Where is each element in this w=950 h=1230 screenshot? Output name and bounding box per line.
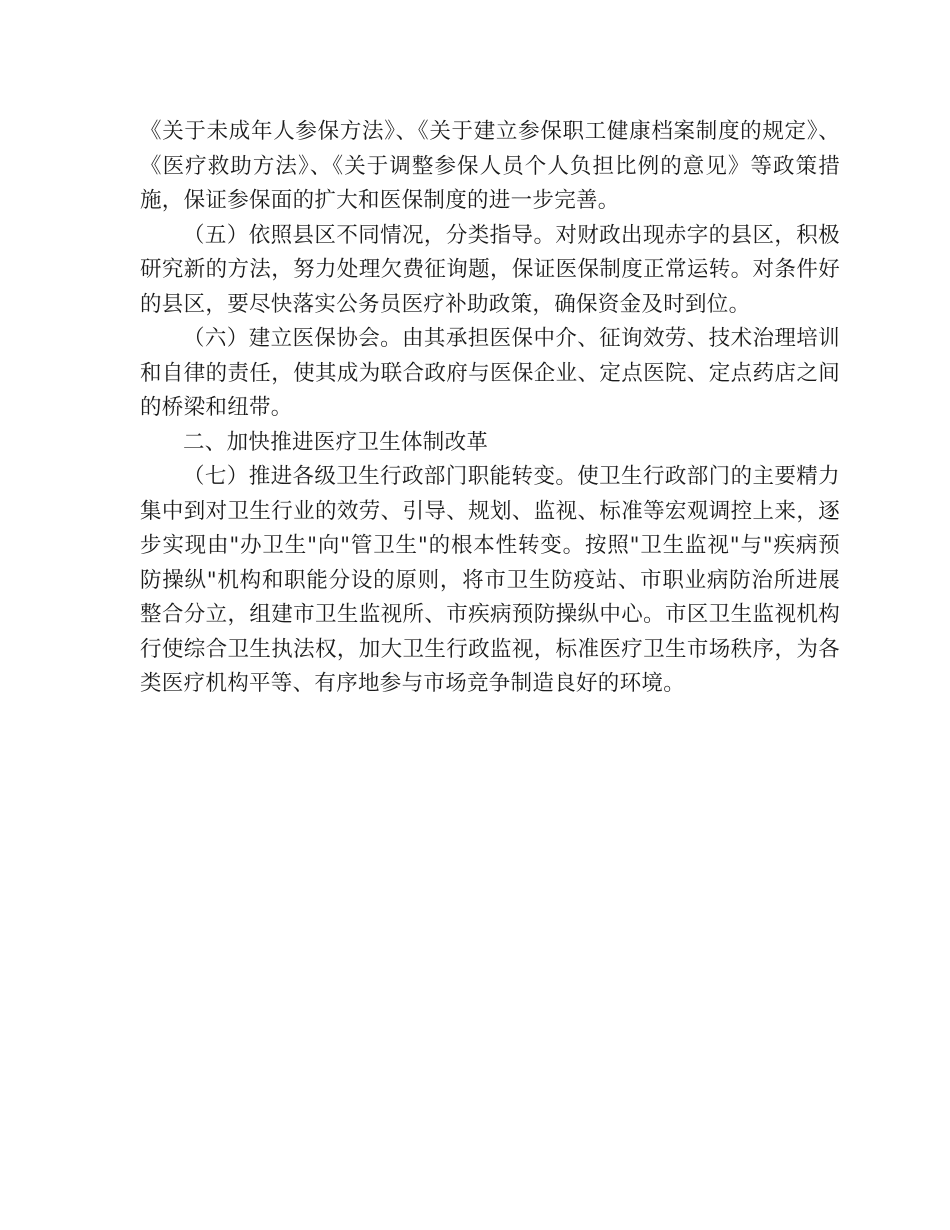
paragraph-item-five: （五）依照县区不同情况，分类指导。对财政出现赤字的县区，积极研究新的方法，努力处理欠费征询题，保证医保制度正常运转。对条件好的县区，要尽快落实公务员医疗补助政策，确保资金及时到位。	[140, 222, 840, 317]
document-body	[140, 115, 840, 702]
paragraph-continued: 《关于未成年人参保方法》、《关于建立参保职工健康档案制度的规定》、《医疗救助方法》、《关于调整参保人员个人负担比例的意见》等政策措施，保证参保面的扩大和医保制度的进一步完善。	[140, 119, 840, 213]
paragraph-item-six: （六）建立医保协会。由其承担医保中介、征询效劳、技术治理培训和自律的责任，使其成为联合政府与医保企业、定点医院、定点药店之间的桥梁和纽带。	[140, 326, 840, 420]
paragraph-item-seven: （七）推进各级卫生行政部门职能转变。使卫生行政部门的主要精力集中到对卫生行业的效劳、引导、规划、监视、标准等宏观调控上来，逐步实现由"办卫生"向"管卫生"的根本性转变。按照"卫生监视"与"疾病预防操纵"机构和职能分设的原则，将市卫生防疫站、市职业病防治所进展整合分立，组建市卫生监视所、市疾病预防操纵中心。市区卫生监视机构行使综合卫生执法权，加大卫生行政监视，标准医疗卫生市场秩序，为各类医疗机构平等、有序地参与市场竞争制造良好的环境。	[140, 464, 840, 696]
section-heading-two: 二、加快推进医疗卫生体制改革	[183, 429, 489, 455]
